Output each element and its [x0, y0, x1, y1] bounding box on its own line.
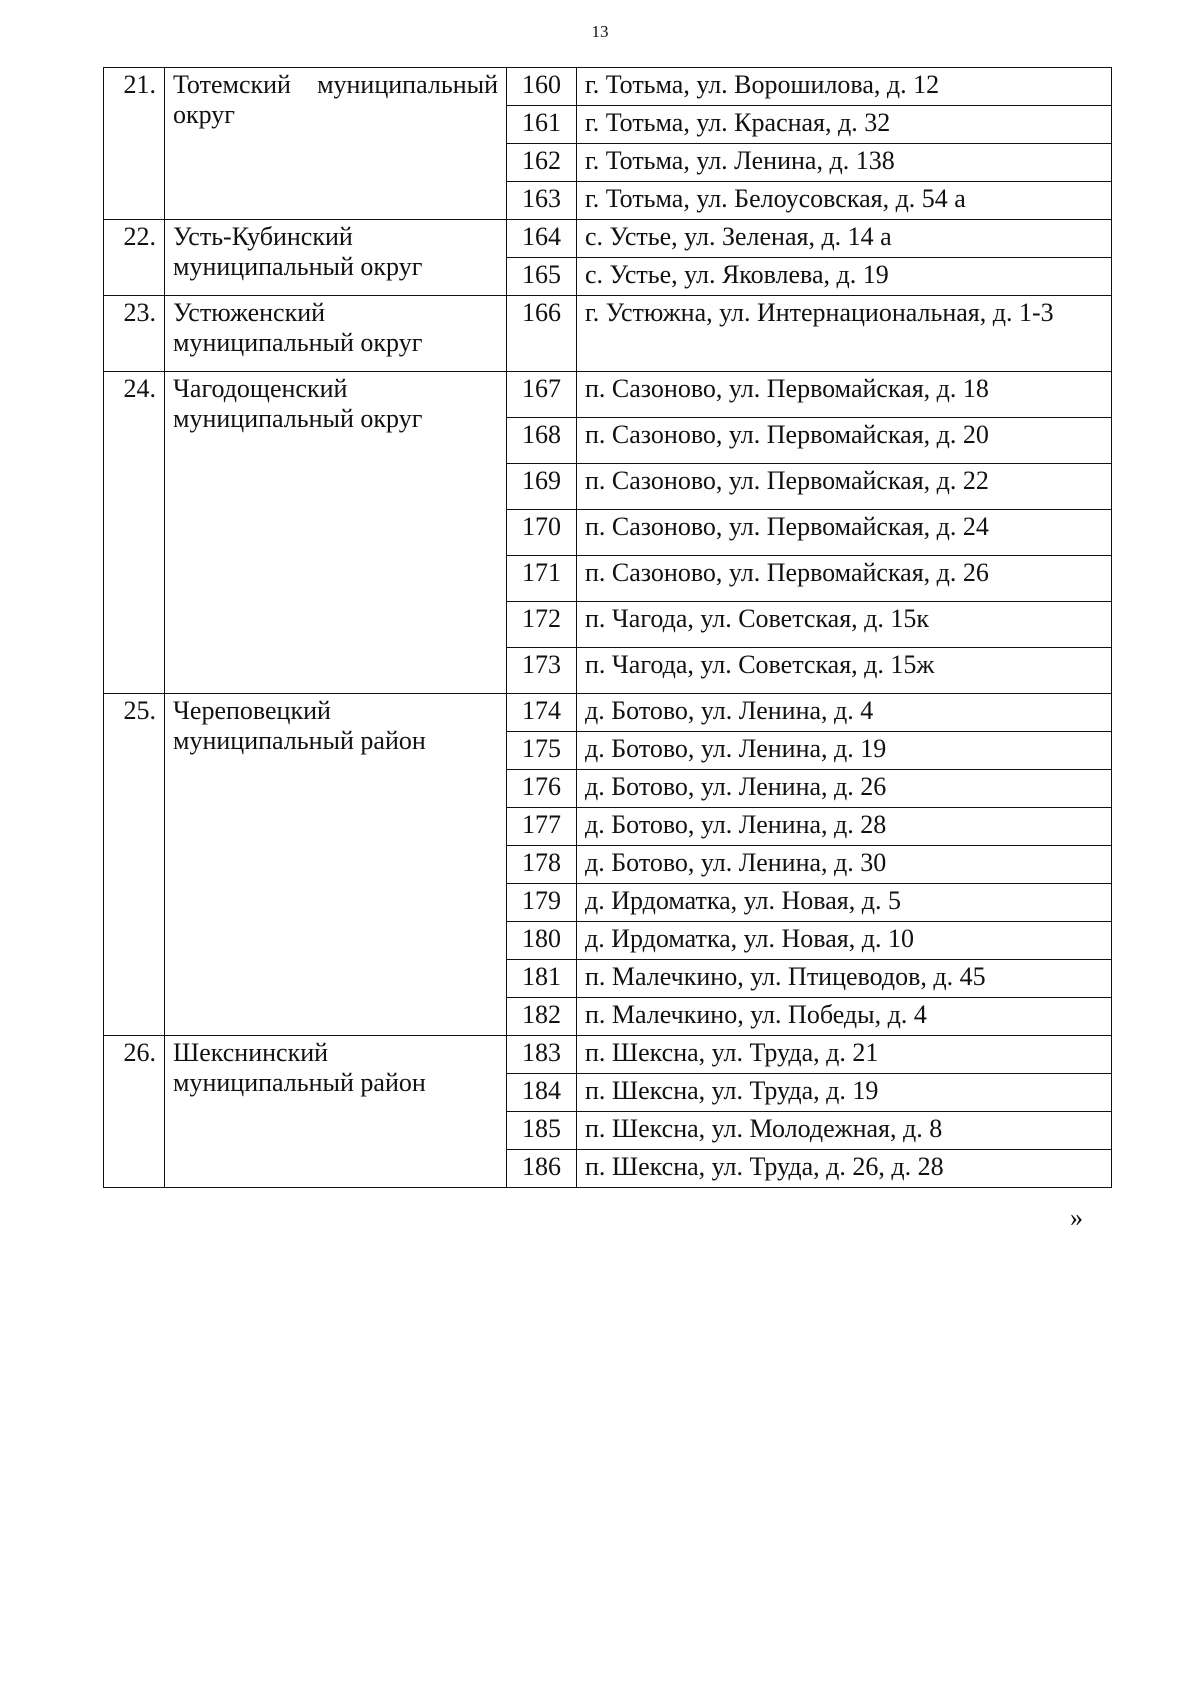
station-number: 172: [507, 602, 577, 648]
table-row: [104, 68, 1112, 106]
table-row: [104, 694, 1112, 732]
station-address: п. Сазоново, ул. Первомайская, д. 22: [577, 464, 1112, 510]
station-number: 168: [507, 418, 577, 464]
group-number: 25.: [104, 694, 165, 1036]
station-number: 179: [507, 884, 577, 922]
station-number: 183: [507, 1036, 577, 1074]
station-address: п. Сазоново, ул. Первомайская, д. 26: [577, 556, 1112, 602]
station-number: 176: [507, 770, 577, 808]
station-address: п. Шексна, ул. Труда, д. 21: [577, 1036, 1112, 1074]
station-address: п. Сазоново, ул. Первомайская, д. 18: [577, 372, 1112, 418]
station-address: д. Ирдоматка, ул. Новая, д. 5: [577, 884, 1112, 922]
station-address: п. Малечкино, ул. Птицеводов, д. 45: [577, 960, 1112, 998]
station-address: с. Устье, ул. Зеленая, д. 14 а: [577, 220, 1112, 258]
station-number: 180: [507, 922, 577, 960]
closing-quote: »: [1070, 1203, 1083, 1232]
station-address: п. Шексна, ул. Труда, д. 19: [577, 1074, 1112, 1112]
district-name: Усть-Кубинский муниципальный округ: [165, 220, 507, 296]
station-address: п. Сазоново, ул. Первомайская, д. 20: [577, 418, 1112, 464]
station-address: п. Шексна, ул. Молодежная, д. 8: [577, 1112, 1112, 1150]
page-number: 13: [591, 22, 609, 41]
station-number: 184: [507, 1074, 577, 1112]
station-address: п. Чагода, ул. Советская, д. 15ж: [577, 648, 1112, 694]
station-number: 175: [507, 732, 577, 770]
station-address: д. Ботово, ул. Ленина, д. 19: [577, 732, 1112, 770]
group-number: 24.: [104, 372, 165, 694]
district-name: Чагодощенский муниципальный округ: [165, 372, 507, 694]
station-number: 177: [507, 808, 577, 846]
station-number: 181: [507, 960, 577, 998]
station-number: 171: [507, 556, 577, 602]
station-address: г. Тотьма, ул. Ленина, д. 138: [577, 144, 1112, 182]
district-name: Шекснинский муниципальный район: [165, 1036, 507, 1188]
table-row: [104, 220, 1112, 258]
station-address: г. Тотьма, ул. Ворошилова, д. 12: [577, 68, 1112, 106]
station-number: 167: [507, 372, 577, 418]
station-number: 161: [507, 106, 577, 144]
station-address: д. Ботово, ул. Ленина, д. 30: [577, 846, 1112, 884]
station-address: п. Сазоново, ул. Первомайская, д. 24: [577, 510, 1112, 556]
district-name: Устюженский муниципальный округ: [165, 296, 507, 372]
station-address: с. Устье, ул. Яковлева, д. 19: [577, 258, 1112, 296]
station-address: д. Ботово, ул. Ленина, д. 26: [577, 770, 1112, 808]
station-address: г. Тотьма, ул. Белоусовская, д. 54 а: [577, 182, 1112, 220]
station-address: д. Ирдоматка, ул. Новая, д. 10: [577, 922, 1112, 960]
station-number: 166: [507, 296, 577, 372]
table-row: [104, 372, 1112, 418]
station-number: 178: [507, 846, 577, 884]
polling-stations-table: [103, 67, 1112, 1188]
table-row: [104, 1036, 1112, 1074]
station-number: 173: [507, 648, 577, 694]
district-name: Череповецкий муниципальный район: [165, 694, 507, 1036]
station-number: 185: [507, 1112, 577, 1150]
group-number: 21.: [104, 68, 165, 220]
table-body: [104, 68, 1112, 1188]
station-address: п. Малечкино, ул. Победы, д. 4: [577, 998, 1112, 1036]
station-number: 174: [507, 694, 577, 732]
station-address: д. Ботово, ул. Ленина, д. 28: [577, 808, 1112, 846]
station-address: п. Чагода, ул. Советская, д. 15к: [577, 602, 1112, 648]
station-address: г. Тотьма, ул. Красная, д. 32: [577, 106, 1112, 144]
station-address: п. Шексна, ул. Труда, д. 26, д. 28: [577, 1150, 1112, 1188]
group-number: 22.: [104, 220, 165, 296]
station-number: 169: [507, 464, 577, 510]
table-row: [104, 296, 1112, 372]
group-number: 23.: [104, 296, 165, 372]
district-name: Тотемский муниципальный округ: [165, 68, 507, 220]
station-number: 164: [507, 220, 577, 258]
station-address: д. Ботово, ул. Ленина, д. 4: [577, 694, 1112, 732]
group-number: 26.: [104, 1036, 165, 1188]
station-number: 160: [507, 68, 577, 106]
station-number: 163: [507, 182, 577, 220]
station-number: 182: [507, 998, 577, 1036]
station-number: 165: [507, 258, 577, 296]
station-address: г. Устюжна, ул. Интернациональная, д. 1-3: [577, 296, 1112, 372]
station-number: 170: [507, 510, 577, 556]
station-number: 186: [507, 1150, 577, 1188]
station-number: 162: [507, 144, 577, 182]
